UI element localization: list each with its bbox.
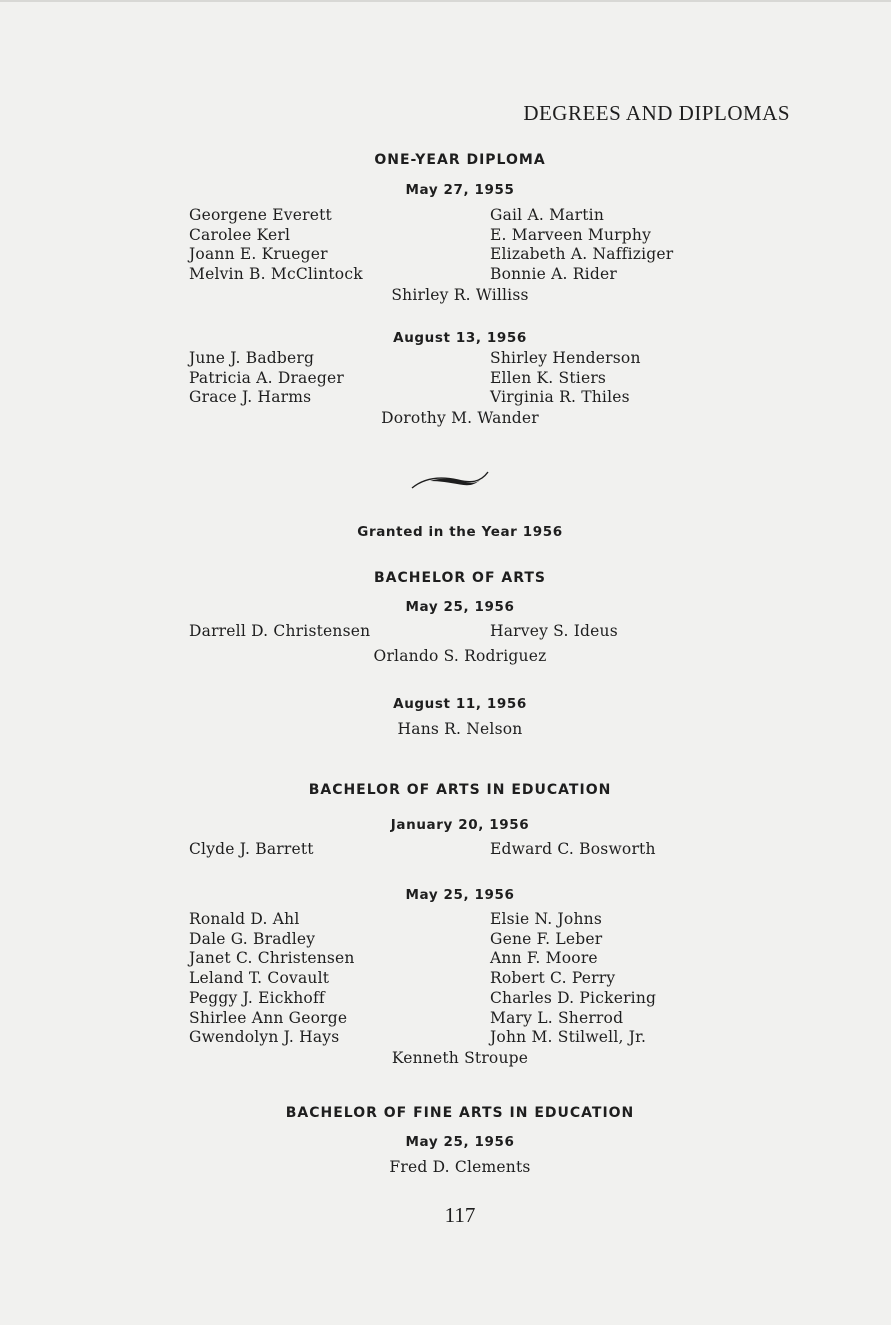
- bae-group-2-left-list: [189, 910, 355, 1048]
- bae-group-2-right-list: [490, 910, 656, 1048]
- ba-date-1: May 25, 1956: [405, 599, 515, 615]
- list-item: Melvin B. McClintock: [189, 265, 363, 284]
- bae-date-2: May 25, 1956: [405, 887, 515, 903]
- bae-date-1: January 20, 1956: [390, 817, 530, 833]
- list-item: John M. Stilwell, Jr.: [490, 1028, 647, 1047]
- list-item: Patricia A. Draeger: [189, 368, 344, 387]
- bachelor-of-fine-arts-in-education-heading: BACHELOR OF FINE ARTS IN EDUCATION: [285, 1105, 635, 1121]
- list-item: Peggy J. Eickhoff: [189, 988, 325, 1007]
- one-year-diploma-heading: ONE-YEAR DIPLOMA: [374, 152, 546, 168]
- bae-group-2-center-name: Kenneth Stroupe: [391, 1049, 529, 1067]
- list-item: Mary L. Sherrod: [490, 1008, 624, 1027]
- one-year-date-1: May 27, 1955: [405, 182, 515, 198]
- page-top-edge: [0, 0, 891, 2]
- list-item: Dale G. Bradley: [189, 929, 316, 948]
- bfae-group-1-center-name: Fred D. Clements: [389, 1158, 531, 1176]
- one-year-group-2-right-list: [490, 349, 641, 408]
- list-item: Shirlee Ann George: [189, 1008, 348, 1027]
- swash-ornament-icon: [410, 466, 492, 492]
- list-item: E. Marveen Murphy: [490, 225, 652, 244]
- list-item: Harvey S. Ideus: [490, 622, 618, 640]
- ba-date-2: August 11, 1956: [393, 696, 527, 712]
- list-item: Elizabeth A. Naffiziger: [490, 245, 674, 264]
- bae-group-1-left-list: [189, 840, 314, 860]
- ba-group-2-center-name: Hans R. Nelson: [397, 720, 523, 738]
- list-item: Janet C. Christensen: [189, 949, 355, 968]
- one-year-group-2-center-name: Dorothy M. Wander: [381, 409, 539, 427]
- list-item: Grace J. Harms: [189, 388, 312, 407]
- bachelor-of-arts-in-education-heading: BACHELOR OF ARTS IN EDUCATION: [308, 782, 612, 798]
- one-year-group-1-left-list: [189, 206, 363, 285]
- list-item: Gene F. Leber: [490, 929, 603, 948]
- list-item: Bonnie A. Rider: [490, 265, 617, 284]
- list-item: June J. Badberg: [189, 349, 315, 367]
- list-item: Darrell D. Christensen: [189, 622, 371, 640]
- list-item: Joann E. Krueger: [189, 245, 328, 264]
- list-item: Robert C. Perry: [490, 969, 616, 988]
- list-item: Leland T. Covault: [189, 969, 330, 988]
- granted-year-heading: Granted in the Year 1956: [357, 524, 563, 540]
- bfae-date-1: May 25, 1956: [405, 1134, 515, 1150]
- list-item: Gail A. Martin: [490, 206, 605, 224]
- list-item: Charles D. Pickering: [490, 988, 657, 1007]
- ba-group-1-center-name: Orlando S. Rodriguez: [373, 647, 547, 665]
- list-item: Clyde J. Barrett: [189, 840, 314, 858]
- list-item: Ronald D. Ahl: [189, 910, 300, 928]
- list-item: Carolee Kerl: [189, 225, 291, 244]
- one-year-group-2-left-list: [189, 349, 344, 408]
- one-year-group-1-right-list: [490, 206, 673, 285]
- ba-group-1-right-list: [490, 622, 618, 642]
- bachelor-of-arts-heading: BACHELOR OF ARTS: [374, 570, 546, 586]
- list-item: Virginia R. Thiles: [490, 388, 630, 407]
- one-year-group-1-center-name: Shirley R. Williss: [391, 286, 529, 304]
- bae-group-1-right-list: [490, 840, 656, 860]
- list-item: Elsie N. Johns: [490, 910, 602, 928]
- one-year-date-2: August 13, 1956: [393, 330, 527, 346]
- list-item: Edward C. Bosworth: [490, 840, 656, 858]
- list-item: Georgene Everett: [189, 206, 332, 224]
- ba-group-1-left-list: [189, 622, 370, 642]
- list-item: Ellen K. Stiers: [490, 368, 607, 387]
- list-item: Shirley Henderson: [490, 349, 641, 367]
- list-item: Gwendolyn J. Hays: [189, 1028, 340, 1047]
- running-head: DEGREES AND DIPLOMAS: [523, 101, 790, 125]
- list-item: Ann F. Moore: [490, 949, 598, 968]
- page-number: 117: [444, 1203, 476, 1227]
